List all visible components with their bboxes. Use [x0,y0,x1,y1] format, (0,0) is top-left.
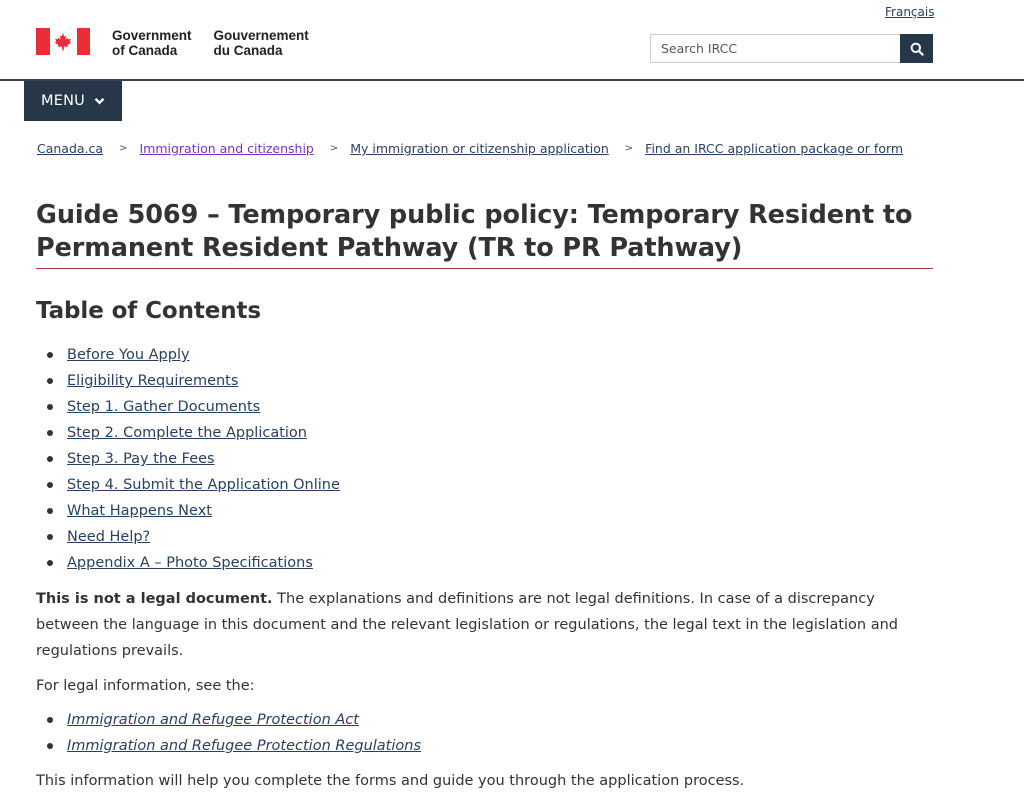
breadcrumb-separator: > [329,143,339,154]
search-icon [910,42,924,56]
legal-references-list [47,707,421,759]
toc-heading: Table of Contents [36,298,262,324]
language-toggle-link[interactable]: Français [885,5,935,19]
bullet-icon [47,534,53,540]
bullet-icon [47,404,53,410]
toc-item [47,524,340,550]
menu-button[interactable] [24,81,122,121]
bullet-icon [47,743,53,749]
breadcrumb-canada[interactable]: Canada.ca [37,141,104,156]
legal-info-intro: For legal information, see the: [36,678,255,694]
toc-item [47,550,340,576]
toc-item [47,368,340,394]
bullet-icon [47,456,53,462]
breadcrumb-separator: > [624,143,634,154]
bullet-icon [47,430,53,436]
toc-item [47,394,340,420]
list-item [47,733,421,759]
bullet-icon [47,717,53,723]
signature-french [214,28,309,58]
bullet-icon [47,352,53,358]
irpa-link[interactable]: Immigration and Refugee Protection Act [67,712,359,728]
signature-english [112,28,192,58]
toc-item [47,472,340,498]
canada-flag-icon [36,28,90,55]
toc-link-appendix-a[interactable]: Appendix A – Photo Specifications [67,555,313,571]
signature-french-line1: Gouvernement [213,28,309,43]
bullet-icon [47,560,53,566]
toc-link-eligibility[interactable]: Eligibility Requirements [67,373,239,389]
toc-item [47,498,340,524]
toc-link-step-4[interactable]: Step 4. Submit the Application Online [67,477,340,493]
breadcrumb-find-package[interactable]: Find an IRCC application package or form [645,141,904,156]
table-of-contents [47,342,340,576]
toc-link-step-3[interactable]: Step 3. Pay the Fees [67,451,215,467]
search-button[interactable] [900,34,933,63]
legal-disclaimer [36,586,936,664]
government-signature[interactable] [36,28,309,58]
legal-disclaimer-text: The explanations and definitions are not legal definitions. In case of a discrepancy between the language in this document and the relevant legislation or regulations, the legal text in the legislation and regulations prevails. [36,591,899,659]
toc-link-step-2[interactable]: Step 2. Complete the Application [67,425,307,441]
toc-item [47,420,340,446]
header-divider [0,79,1024,81]
info-paragraph: This information will help you complete the forms and guide you through the application process. [36,773,745,789]
irpr-link[interactable]: Immigration and Refugee Protection Regulations [67,738,421,754]
toc-link-need-help[interactable]: Need Help? [67,529,151,545]
page-title: Guide 5069 – Temporary public policy: Temporary Resident to Permanent Resident Pathway (TR to PR Pathway) [36,200,913,263]
toc-link-step-1[interactable]: Step 1. Gather Documents [67,399,261,415]
title-underline [36,268,933,269]
breadcrumb-immigration-citizenship[interactable]: Immigration and citizenship [139,141,314,156]
toc-link-before-you-apply[interactable]: Before You Apply [67,347,190,363]
search-input[interactable] [650,34,900,63]
toc-link-what-happens-next[interactable]: What Happens Next [67,503,212,519]
bullet-icon [47,378,53,384]
search-form [650,34,933,63]
signature-french-line2: du Canada [213,43,283,58]
breadcrumb-separator: > [119,143,128,154]
bullet-icon [47,508,53,514]
list-item [47,707,421,733]
toc-item [47,446,340,472]
legal-disclaimer-bold: This is not a legal document. [36,591,273,607]
breadcrumb [37,141,903,156]
signature-english-line2: of Canada [112,43,178,58]
chevron-down-icon [94,97,105,105]
signature-english-line1: Government [112,28,192,43]
toc-item [47,342,340,368]
breadcrumb-my-application[interactable]: My immigration or citizenship application [350,141,609,156]
menu-label: MENU [41,93,85,109]
bullet-icon [47,482,53,488]
